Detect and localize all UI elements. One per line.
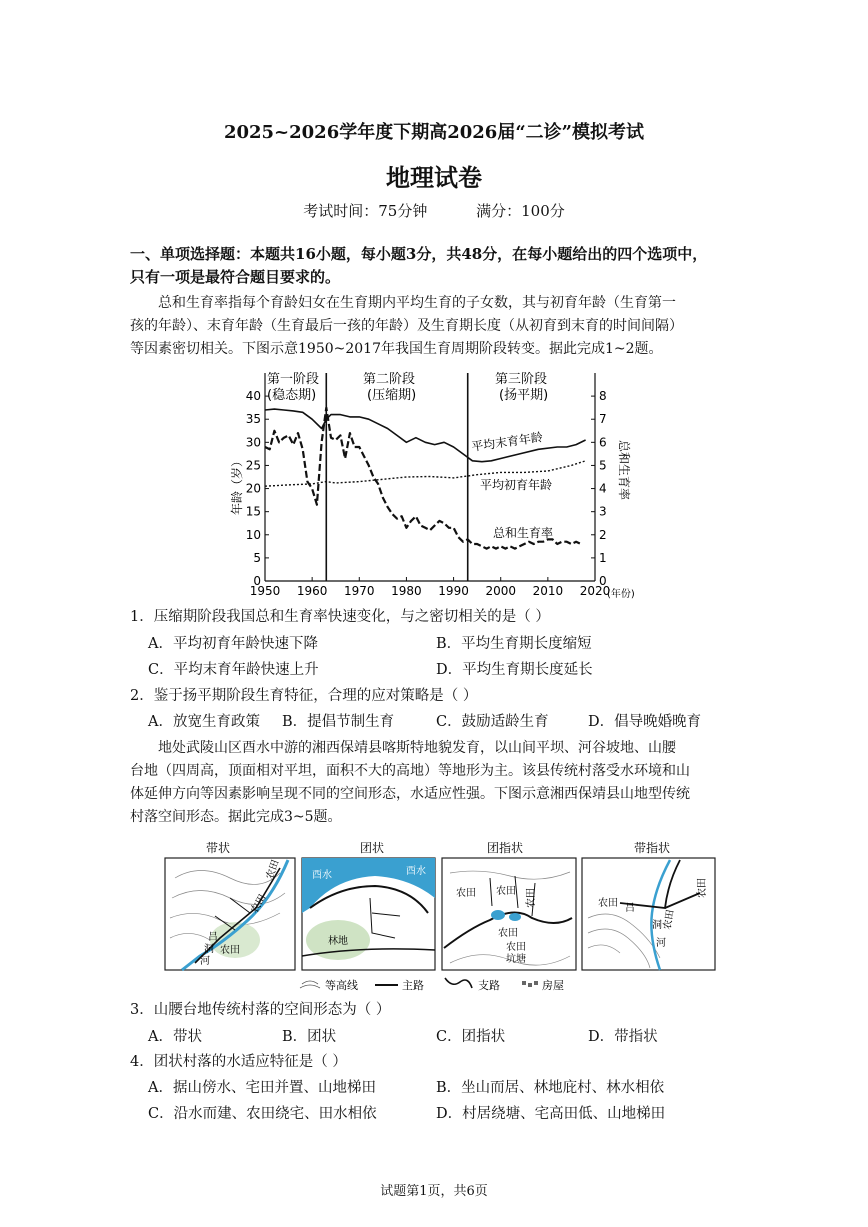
legend-branch-road-label: 支路 xyxy=(478,979,500,992)
q3-option-c[interactable]: C．团指状 xyxy=(436,1029,506,1045)
river-name: 河 xyxy=(200,956,210,967)
exam-title: 2025~2026学年度下期高2026届“二诊”模拟考试 xyxy=(223,122,645,143)
y-right-tick-label: 2 xyxy=(599,527,607,542)
passage-line: 等因素密切相关。下图示意1950~2017年我国生育周期阶段转变。据此完成1~2题。 xyxy=(130,341,663,357)
series-label-first-age: 平均初育年龄 xyxy=(480,478,553,492)
q3-option-a[interactable]: A．带状 xyxy=(148,1029,202,1045)
q3-option-d[interactable]: D．带指状 xyxy=(588,1029,658,1045)
stage3-note: (扬平期) xyxy=(499,388,549,403)
q2-option-a[interactable]: A．放宽生育政策 xyxy=(148,714,260,730)
series-label-last-age: 平均末育年龄 xyxy=(470,430,544,454)
panel-title: 带指状 xyxy=(634,841,671,855)
x-tick-label: 1980 xyxy=(391,584,422,598)
stage2-label: 第二阶段 xyxy=(363,372,416,387)
passage-line: 村落空间形态。据此完成3~5题。 xyxy=(130,809,342,825)
x-tick-label: 1990 xyxy=(438,584,469,598)
farmland-label: 农田 xyxy=(526,888,537,908)
exam-meta xyxy=(0,200,868,221)
passage-1 xyxy=(130,292,750,361)
farmland-label: 农田 xyxy=(496,886,516,897)
fertility-chart xyxy=(225,365,645,610)
river-name: 洞 xyxy=(204,944,214,955)
section-heading-line: 一、单项选择题：本题共16小题，每小题3分，共48分，在每小题给出的四个选项中， xyxy=(130,245,708,263)
y-left-tick-label: 5 xyxy=(253,550,261,565)
passage-line: 地处武陵山区酉水中游的湘西保靖县喀斯特地貌发育，以山间平坝、河谷坡地、山腰 xyxy=(158,740,676,756)
farmland-label: 农田 xyxy=(498,928,518,939)
stage1-note: (稳态期) xyxy=(267,388,317,403)
y-right-tick-label: 7 xyxy=(599,412,607,427)
q4-option-a[interactable]: A．据山傍水、宅田并置、山地梯田 xyxy=(148,1080,376,1096)
map-legend xyxy=(300,978,564,992)
passage-2 xyxy=(130,737,750,829)
q3-option-b[interactable]: B．团状 xyxy=(282,1029,337,1045)
y-right-tick-label: 1 xyxy=(599,550,607,565)
section-heading xyxy=(130,243,750,289)
panel-title: 带状 xyxy=(206,841,231,855)
q2-option-b[interactable]: B．提倡节制生育 xyxy=(282,714,395,730)
y-left-tick-label: 30 xyxy=(245,435,261,450)
passage-line: 台地（四周高，顶面相对平坦，面积不大的高地）等地形为主。该县传统村落受水环境和山 xyxy=(130,763,690,779)
y-left-tick-label: 15 xyxy=(245,504,261,519)
legend-main-road-label: 主路 xyxy=(402,979,424,992)
passage-line: 总和生育率指每个育龄妇女在生育期内平均生育的子女数，其与初育年龄（生育第一 xyxy=(158,295,676,311)
farmland-label: 农田 xyxy=(697,878,708,898)
x-tick-label: 2010 xyxy=(532,584,564,598)
q1-option-a[interactable]: A．平均初育年龄快速下降 xyxy=(148,636,318,652)
y-left-tick-label: 40 xyxy=(245,389,261,404)
legend-house-label: 房屋 xyxy=(542,979,564,992)
x-tick-label: 2000 xyxy=(485,584,516,598)
legend-contour-label: 等高线 xyxy=(325,979,358,992)
y-left-tick-label: 35 xyxy=(245,412,261,427)
full-score: 满分：100分 xyxy=(476,202,565,220)
x-tick-label: 1970 xyxy=(344,584,375,598)
farmland-label: 农田 xyxy=(264,858,282,882)
river-name: 酉水 xyxy=(312,870,332,881)
series-label-tfr: 总和生育率 xyxy=(493,526,554,540)
passage-line: 体延伸方向等因素影响呈现不同的空间形态，水适应性强。下图示意湘西保靖县山地型传统 xyxy=(130,786,690,802)
x-tick-label: 1960 xyxy=(296,584,328,598)
y-right-tick-label: 4 xyxy=(599,481,607,496)
page-footer: 试题第1页，共6页 xyxy=(380,1184,488,1199)
q2-option-c[interactable]: C．鼓励适龄生育 xyxy=(436,714,549,730)
q4-option-b[interactable]: B．坐山而居、林地庇村、林水相依 xyxy=(436,1080,665,1096)
y-right-tick-label: 6 xyxy=(599,435,607,450)
y-left-tick-label: 20 xyxy=(245,481,261,496)
river-name: 吕 xyxy=(208,932,218,943)
passage-line: 孩的年龄）、末育年龄（生育最后一孩的年龄）及生育期长度（从初育到末育的时间间隔） xyxy=(130,318,683,334)
y-left-label: 年龄（岁） xyxy=(230,454,244,515)
river-name: 吕 xyxy=(625,903,635,914)
y-left-tick-label: 0 xyxy=(253,574,261,588)
pond-label: 坑塘 xyxy=(506,954,526,965)
y-right-tick-label: 5 xyxy=(599,458,607,473)
x-axis-label: (年份) xyxy=(607,589,635,600)
subject-title: 地理试卷 xyxy=(386,163,482,192)
x-tick-label: 2020 xyxy=(579,584,611,598)
y-right-tick-label: 0 xyxy=(599,574,607,588)
y-left-tick-label: 25 xyxy=(245,458,261,473)
y-left-tick-label: 10 xyxy=(245,527,261,542)
x-tick-label: 1950 xyxy=(249,584,281,598)
map-panel-3 xyxy=(442,858,576,970)
q2-option-d[interactable]: D．倡导晚婚晚育 xyxy=(588,714,702,730)
section-heading-line: 只有一项是最符合题目要求的。 xyxy=(130,268,341,286)
panel-title: 团指状 xyxy=(487,841,524,855)
y-right-label: 总和生育率 xyxy=(617,440,631,501)
map-panel-1 xyxy=(165,858,295,970)
q1-option-b[interactable]: B．平均生育期长度缩短 xyxy=(436,636,592,652)
village-maps xyxy=(160,838,720,998)
farmland-label: 农田 xyxy=(506,942,526,953)
farmland-label: 农田 xyxy=(456,888,476,899)
q1-option-c[interactable]: C．平均末育年龄快速上升 xyxy=(148,662,319,678)
question-1-stem: 1．压缩期阶段我国总和生育率快速变化，与之密切相关的是（ ） xyxy=(130,609,550,625)
question-4-stem: 4．团状村落的水适应特征是（ ） xyxy=(130,1054,347,1070)
river-name: 酉水 xyxy=(406,866,426,877)
farmland-label: 农田 xyxy=(249,892,269,916)
river-name: 洞 xyxy=(652,920,662,931)
panel-title: 团状 xyxy=(360,841,385,855)
stage3-label: 第三阶段 xyxy=(495,372,548,387)
chart-axes xyxy=(246,373,611,598)
exam-time: 考试时间：75分钟 xyxy=(303,202,428,220)
farmland-label: 农田 xyxy=(662,908,677,931)
stage2-note: (压缩期) xyxy=(367,388,417,403)
farmland-label: 农田 xyxy=(598,898,618,909)
map-panel-2 xyxy=(302,858,435,970)
map-panel-4 xyxy=(582,858,715,970)
stage1-label: 第一阶段 xyxy=(267,372,320,387)
y-right-tick-label: 8 xyxy=(599,389,607,404)
q4-option-c[interactable]: C．沿水而建、农田绕宅、田水相依 xyxy=(148,1106,377,1122)
farmland-label: 农田 xyxy=(220,945,240,956)
q1-option-d[interactable]: D．平均生育期长度延长 xyxy=(436,662,593,678)
q4-option-d[interactable]: D．村居绕塘、宅高田低、山地梯田 xyxy=(436,1106,666,1122)
forest-label: 林地 xyxy=(328,936,348,947)
question-3-stem: 3．山腰台地传统村落的空间形态为（ ） xyxy=(130,1002,391,1018)
y-right-tick-label: 3 xyxy=(599,504,607,519)
question-2-stem: 2．鉴于扬平期阶段生育特征，合理的应对策略是（ ） xyxy=(130,688,478,704)
river-name: 河 xyxy=(656,938,666,949)
